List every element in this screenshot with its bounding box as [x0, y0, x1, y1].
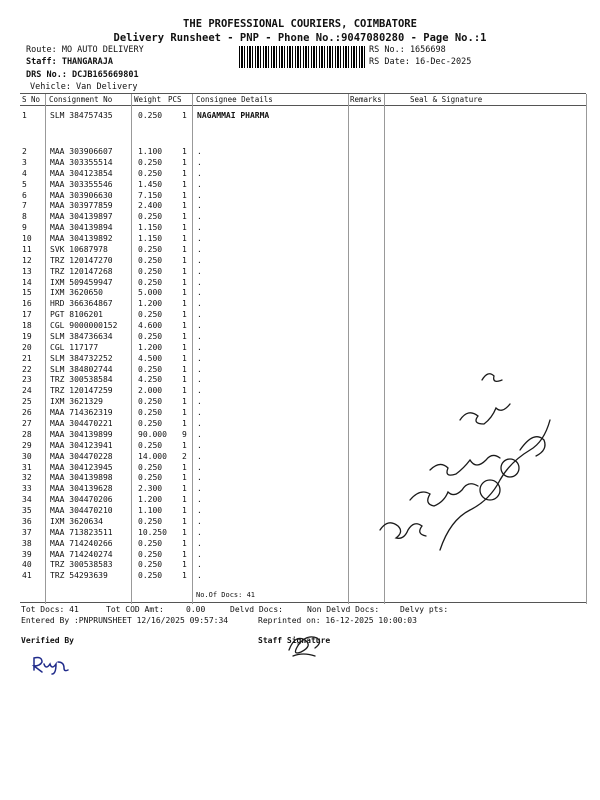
- non-delvd-docs: Non Delvd Docs:: [307, 605, 380, 614]
- row-serial-number: 7: [22, 201, 27, 211]
- row-pieces: 1: [182, 386, 187, 396]
- row-pieces: 1: [182, 288, 187, 298]
- row-consignment-number: TRZ 300538584: [50, 375, 113, 385]
- row-weight: 0.250: [138, 473, 163, 483]
- row-consignment-number: MAA 714240266: [50, 538, 113, 548]
- row-consignee: .: [197, 342, 202, 352]
- row-consignment-number: TRZ 120147268: [50, 266, 113, 276]
- staff-signature-scribble: [285, 628, 325, 662]
- row-consignee: .: [197, 419, 202, 428]
- row-serial-number: 31: [22, 462, 32, 472]
- row-weight: 1.150: [138, 234, 163, 244]
- row-weight: 0.250: [138, 255, 163, 265]
- row-consignee: .: [197, 321, 202, 331]
- row-serial-number: 4: [22, 168, 27, 178]
- rs-date: RS Date: 16-Dec-2025: [369, 57, 472, 67]
- row-pieces: 1: [182, 495, 187, 505]
- row-serial-number: 22: [22, 364, 32, 374]
- row-weight: 0.250: [138, 310, 163, 320]
- handwritten-annotation: [370, 360, 580, 560]
- row-consignee: .: [197, 429, 202, 439]
- col-header-consignee: Consignee Details: [196, 95, 273, 104]
- row-pieces: 1: [182, 201, 187, 211]
- row-pieces: 1: [182, 353, 187, 363]
- row-consignee: .: [197, 506, 202, 516]
- row-consignment-number: IXM 509459947: [50, 277, 113, 287]
- col-header-seal: Seal & Signature: [410, 95, 483, 104]
- row-weight: 10.250: [138, 527, 167, 537]
- col-header-sno: S No: [22, 95, 41, 104]
- vehicle-label: Vehicle: Van Delivery: [30, 82, 138, 92]
- row-consignee: .: [197, 223, 202, 233]
- table-row: [0, 256, 600, 267]
- row-consignee: .: [197, 277, 202, 287]
- table-row: [0, 234, 600, 245]
- row-weight: 4.600: [138, 321, 163, 331]
- row-consignment-number: CGL 117177: [50, 342, 99, 352]
- row-consignment-number: SLM 384757435: [50, 111, 113, 120]
- row-serial-number: 1: [22, 111, 27, 120]
- table-row: [0, 111, 600, 122]
- row-weight: 1.200: [138, 495, 163, 505]
- row-consignment-number: MAA 304123941: [50, 440, 113, 450]
- table-row: [0, 288, 600, 299]
- row-consignee: .: [197, 157, 202, 167]
- row-consignee: .: [197, 375, 202, 385]
- table-row: [0, 245, 600, 256]
- row-consignment-number: HRD 366364867: [50, 299, 113, 309]
- table-row: [0, 191, 600, 202]
- row-weight: 1.150: [138, 223, 163, 233]
- row-consignment-number: MAA 304470221: [50, 419, 113, 428]
- row-weight: 14.000: [138, 451, 167, 461]
- table-row: [0, 223, 600, 234]
- row-weight: 0.250: [138, 331, 163, 341]
- row-serial-number: 10: [22, 234, 32, 244]
- row-pieces: 9: [182, 429, 187, 439]
- row-weight: 1.200: [138, 342, 163, 352]
- row-consignment-number: MAA 303906630: [50, 190, 113, 200]
- row-pieces: 1: [182, 331, 187, 341]
- row-consignee: .: [197, 244, 202, 254]
- table-top-rule: [20, 93, 586, 94]
- row-consignment-number: MAA 303355514: [50, 157, 113, 167]
- table-row: [0, 310, 600, 321]
- row-pieces: 1: [182, 473, 187, 483]
- row-serial-number: 6: [22, 190, 27, 200]
- row-consignee: .: [197, 451, 202, 461]
- row-weight: 5.000: [138, 288, 163, 298]
- row-serial-number: 34: [22, 495, 32, 505]
- no-of-docs: No.Of Docs: 41: [196, 591, 256, 599]
- row-weight: 0.250: [138, 397, 163, 407]
- row-weight: 0.250: [138, 549, 163, 559]
- table-row: [0, 169, 600, 180]
- verified-by-signature: [30, 652, 72, 676]
- table-row: [0, 332, 600, 343]
- row-pieces: 1: [182, 266, 187, 276]
- tot-docs: Tot Docs: 41: [21, 605, 79, 614]
- row-pieces: 1: [182, 234, 187, 244]
- row-serial-number: 38: [22, 538, 32, 548]
- row-pieces: 1: [182, 147, 187, 156]
- row-pieces: 1: [182, 419, 187, 428]
- staff-signature-label: Staff Signature: [258, 636, 331, 645]
- barcode: [239, 46, 365, 68]
- row-pieces: 1: [182, 299, 187, 309]
- row-serial-number: 2: [22, 147, 27, 156]
- row-weight: 2.000: [138, 386, 163, 396]
- row-serial-number: 9: [22, 223, 27, 233]
- row-pieces: 1: [182, 375, 187, 385]
- row-serial-number: 20: [22, 342, 32, 352]
- row-serial-number: 36: [22, 516, 32, 526]
- row-consignment-number: MAA 304139628: [50, 484, 113, 494]
- row-consignee: .: [197, 147, 202, 156]
- route-label: Route: MO AUTO DELIVERY: [26, 45, 144, 55]
- delvd-docs: Delvd Docs:: [230, 605, 283, 614]
- row-pieces: 1: [182, 397, 187, 407]
- row-consignee: .: [197, 299, 202, 309]
- table-row: [0, 147, 600, 158]
- row-weight: 0.250: [138, 266, 163, 276]
- delvy-pts: Delvy pts:: [400, 605, 449, 614]
- row-consignment-number: MAA 713823511: [50, 527, 113, 537]
- row-weight: 0.250: [138, 277, 163, 287]
- row-consignee: .: [197, 549, 202, 559]
- row-serial-number: 21: [22, 353, 32, 363]
- row-consignment-number: TRZ 300538583: [50, 560, 113, 570]
- row-consignee: NAGAMMAI PHARMA: [197, 111, 270, 120]
- row-pieces: 2: [182, 451, 187, 461]
- row-weight: 0.250: [138, 571, 163, 581]
- table-row: [0, 278, 600, 289]
- row-consignment-number: PGT 8106201: [50, 310, 103, 320]
- row-weight: 0.250: [138, 419, 163, 428]
- row-consignment-number: MAA 303906607: [50, 147, 113, 156]
- row-consignee: .: [197, 288, 202, 298]
- row-weight: 0.250: [138, 168, 163, 178]
- row-consignee: .: [197, 397, 202, 407]
- row-consignee: .: [197, 516, 202, 526]
- row-consignee: .: [197, 462, 202, 472]
- row-pieces: 1: [182, 111, 187, 120]
- row-consignee: .: [197, 495, 202, 505]
- row-consignee: .: [197, 571, 202, 581]
- row-consignee: .: [197, 179, 202, 189]
- row-serial-number: 29: [22, 440, 32, 450]
- row-serial-number: 32: [22, 473, 32, 483]
- row-consignee: .: [197, 538, 202, 548]
- rs-number: RS No.: 1656698: [369, 45, 446, 55]
- row-pieces: 1: [182, 408, 187, 418]
- table-row: [0, 201, 600, 212]
- row-consignee: .: [197, 234, 202, 244]
- row-pieces: 1: [182, 223, 187, 233]
- table-row: [0, 343, 600, 354]
- row-consignment-number: MAA 304139892: [50, 234, 113, 244]
- row-pieces: 1: [182, 179, 187, 189]
- row-weight: 1.200: [138, 299, 163, 309]
- row-pieces: 1: [182, 506, 187, 516]
- row-pieces: 1: [182, 462, 187, 472]
- table-row: [0, 321, 600, 332]
- row-pieces: 1: [182, 571, 187, 581]
- row-consignee: .: [197, 440, 202, 450]
- row-serial-number: 25: [22, 397, 32, 407]
- company-title: THE PROFESSIONAL COURIERS, COIMBATORE: [183, 18, 417, 30]
- row-serial-number: 16: [22, 299, 32, 309]
- row-serial-number: 5: [22, 179, 27, 189]
- table-row: [0, 267, 600, 278]
- row-serial-number: 12: [22, 255, 32, 265]
- row-weight: 0.250: [138, 440, 163, 450]
- row-weight: 7.150: [138, 190, 163, 200]
- row-pieces: 1: [182, 364, 187, 374]
- row-weight: 0.250: [138, 364, 163, 374]
- row-consignee: .: [197, 331, 202, 341]
- table-row: [0, 180, 600, 191]
- row-consignment-number: MAA 304123945: [50, 462, 113, 472]
- col-header-consignment: Consignment No: [49, 95, 113, 104]
- row-weight: 0.250: [138, 408, 163, 418]
- row-pieces: 1: [182, 244, 187, 254]
- row-serial-number: 35: [22, 506, 32, 516]
- row-serial-number: 8: [22, 212, 27, 222]
- row-consignment-number: SVK 10687978: [50, 244, 108, 254]
- row-serial-number: 14: [22, 277, 32, 287]
- row-serial-number: 33: [22, 484, 32, 494]
- row-pieces: 1: [182, 157, 187, 167]
- row-consignee: .: [197, 353, 202, 363]
- row-consignment-number: TRZ 120147270: [50, 255, 113, 265]
- row-pieces: 1: [182, 321, 187, 331]
- row-consignee: .: [197, 201, 202, 211]
- row-consignment-number: MAA 714240274: [50, 549, 113, 559]
- row-consignment-number: SLM 384732252: [50, 353, 113, 363]
- row-serial-number: 30: [22, 451, 32, 461]
- row-weight: 90.000: [138, 429, 167, 439]
- row-serial-number: 19: [22, 331, 32, 341]
- row-weight: 0.250: [138, 111, 163, 120]
- row-serial-number: 13: [22, 266, 32, 276]
- row-weight: 0.250: [138, 244, 163, 254]
- row-pieces: 1: [182, 212, 187, 222]
- table-row: [0, 571, 600, 582]
- row-weight: 1.100: [138, 147, 163, 156]
- row-consignee: .: [197, 408, 202, 418]
- row-consignment-number: MAA 304139898: [50, 473, 113, 483]
- row-weight: 0.250: [138, 462, 163, 472]
- row-serial-number: 37: [22, 527, 32, 537]
- entered-by: Entered By :PNPRUNSHEET 12/16/2025 09:57:34: [21, 616, 229, 625]
- row-pieces: 1: [182, 538, 187, 548]
- table-header-rule: [20, 105, 586, 106]
- row-consignee: .: [197, 364, 202, 374]
- row-consignee: .: [197, 310, 202, 320]
- row-consignment-number: SLM 384802744: [50, 364, 113, 374]
- row-serial-number: 18: [22, 321, 32, 331]
- row-pieces: 1: [182, 310, 187, 320]
- row-consignment-number: MAA 304139894: [50, 223, 113, 233]
- row-consignment-number: TRZ 54293639: [50, 571, 108, 581]
- row-consignment-number: MAA 304470228: [50, 451, 113, 461]
- row-pieces: 1: [182, 277, 187, 287]
- verified-by-label: Verified By: [21, 636, 74, 645]
- col-header-remarks: Remarks: [350, 95, 382, 104]
- row-serial-number: 40: [22, 560, 32, 570]
- row-serial-number: 28: [22, 429, 32, 439]
- row-consignment-number: MAA 304139897: [50, 212, 113, 222]
- row-consignee: .: [197, 560, 202, 570]
- row-consignee: .: [197, 527, 202, 537]
- row-serial-number: 3: [22, 157, 27, 167]
- row-consignment-number: IXM 3620650: [50, 288, 103, 298]
- row-consignment-number: MAA 303977859: [50, 201, 113, 211]
- row-serial-number: 24: [22, 386, 32, 396]
- row-weight: 2.300: [138, 484, 163, 494]
- row-pieces: 1: [182, 484, 187, 494]
- row-pieces: 1: [182, 342, 187, 352]
- row-pieces: 1: [182, 516, 187, 526]
- row-weight: 4.250: [138, 375, 163, 385]
- row-serial-number: 23: [22, 375, 32, 385]
- row-consignment-number: CGL 9000000152: [50, 321, 118, 331]
- col-header-pcs: PCS: [168, 95, 182, 104]
- runsheet-subtitle: Delivery Runsheet - PNP - Phone No.:9047080280 - Page No.:1: [113, 32, 487, 44]
- row-consignee: .: [197, 255, 202, 265]
- row-pieces: 1: [182, 549, 187, 559]
- tot-cod-amt: Tot COD Amt:: [106, 605, 164, 614]
- row-serial-number: 17: [22, 310, 32, 320]
- row-weight: 0.250: [138, 157, 163, 167]
- row-consignment-number: MAA 304139899: [50, 429, 113, 439]
- row-pieces: 1: [182, 190, 187, 200]
- col-header-weight: Weight: [134, 95, 162, 104]
- row-consignment-number: MAA 304470206: [50, 495, 113, 505]
- reprinted-on: Reprinted on: 16-12-2025 10:00:03: [258, 616, 417, 625]
- row-weight: 0.250: [138, 560, 163, 570]
- row-weight: 0.250: [138, 212, 163, 222]
- row-consignee: .: [197, 386, 202, 396]
- row-consignee: .: [197, 484, 202, 494]
- table-row: [0, 299, 600, 310]
- row-pieces: 1: [182, 440, 187, 450]
- row-consignee: .: [197, 473, 202, 483]
- row-consignee: .: [197, 266, 202, 276]
- row-weight: 1.100: [138, 506, 163, 516]
- row-consignee: .: [197, 212, 202, 222]
- row-consignment-number: MAA 304470210: [50, 506, 113, 516]
- row-consignment-number: SLM 384736634: [50, 331, 113, 341]
- row-serial-number: 27: [22, 419, 32, 428]
- row-pieces: 1: [182, 560, 187, 570]
- row-consignment-number: MAA 714362319: [50, 408, 113, 418]
- row-serial-number: 39: [22, 549, 32, 559]
- row-pieces: 1: [182, 527, 187, 537]
- row-serial-number: 15: [22, 288, 32, 298]
- row-consignment-number: MAA 303355546: [50, 179, 113, 189]
- table-bottom-rule: [20, 602, 586, 603]
- row-consignee: .: [197, 190, 202, 200]
- row-consignment-number: IXM 3621329: [50, 397, 103, 407]
- table-row: [0, 560, 600, 571]
- drs-number: DRS No.: DCJB165669801: [26, 70, 139, 80]
- cod-value: 0.00: [186, 605, 206, 614]
- row-consignee: .: [197, 168, 202, 178]
- row-pieces: 1: [182, 255, 187, 265]
- row-serial-number: 11: [22, 244, 32, 254]
- row-weight: 1.450: [138, 179, 163, 189]
- row-weight: 0.250: [138, 516, 163, 526]
- row-consignment-number: TRZ 120147259: [50, 386, 113, 396]
- row-weight: 0.250: [138, 538, 163, 548]
- row-pieces: 1: [182, 168, 187, 178]
- row-consignment-number: IXM 3620634: [50, 516, 103, 526]
- row-serial-number: 41: [22, 571, 32, 581]
- row-serial-number: 26: [22, 408, 32, 418]
- table-row: [0, 212, 600, 223]
- row-weight: 4.500: [138, 353, 163, 363]
- staff-label: Staff: THANGARAJA: [26, 57, 113, 67]
- row-weight: 2.400: [138, 201, 163, 211]
- table-row: [0, 158, 600, 169]
- row-consignment-number: MAA 304123854: [50, 168, 113, 178]
